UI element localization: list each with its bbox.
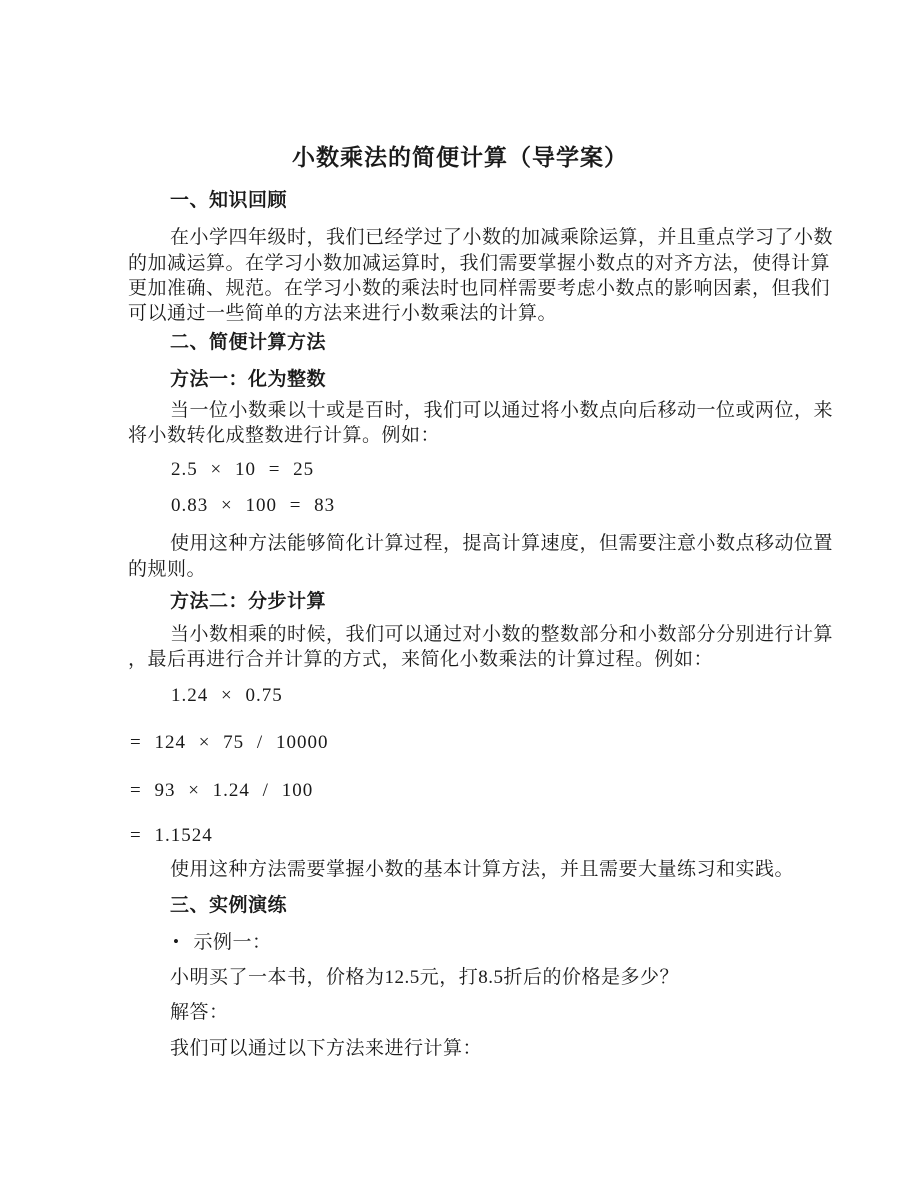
formula-step-2: = 93 × 1.24 / 100	[130, 780, 314, 801]
formula-example-1: 2.5 × 10 = 25	[171, 459, 315, 480]
paragraph-5-line-1: 使用这种方法需要掌握小数的基本计算方法，并且需要大量练习和实践。	[170, 859, 795, 880]
paragraph-2-line-2: 将小数转化成整数进行计算。例如：	[128, 425, 441, 446]
bullet-icon: •	[173, 932, 180, 951]
paragraph-1-line-4: 可以通过一些简单的方法来进行小数乘法的计算。	[128, 303, 558, 324]
paragraph-3-line-1: 使用这种方法能够简化计算过程，提高计算速度，但需要注意小数点移动位置	[170, 533, 834, 554]
formula-example-2: 0.83 × 100 = 83	[171, 495, 336, 516]
example-1-intro: 我们可以通过以下方法来进行计算：	[170, 1038, 483, 1059]
paragraph-1-line-3: 更加准确、规范。在学习小数的乘法时也同样需要考虑小数点的影响因素，但我们	[128, 278, 831, 299]
example-1-question: 小明买了一本书，价格为12.5元，打8.5折后的价格是多少？	[170, 967, 680, 988]
method-2-heading: 方法二：分步计算	[170, 591, 327, 612]
paragraph-4-line-2: ，最后再进行合并计算的方式，来简化小数乘法的计算过程。例如：	[128, 649, 714, 670]
paragraph-1-line-2: 的加减运算。在学习小数加减运算时，我们需要掌握小数点的对齐方法，使得计算	[128, 253, 831, 274]
method-1-heading: 方法一：化为整数	[170, 369, 327, 390]
formula-step-result: = 1.1524	[130, 825, 213, 846]
section-heading-1: 一、知识回顾	[170, 190, 288, 211]
paragraph-1-line-1: 在小学四年级时，我们已经学过了小数的加减乘除运算，并且重点学习了小数	[170, 227, 834, 248]
bullet-example-label: 示例一：	[193, 932, 272, 953]
formula-step-1: = 124 × 75 / 10000	[130, 732, 329, 753]
document-title: 小数乘法的简便计算（导学案）	[292, 145, 628, 170]
bullet-item-example-1	[173, 930, 271, 955]
paragraph-4-line-1: 当小数相乘的时候，我们可以通过对小数的整数部分和小数部分分别进行计算	[170, 624, 834, 645]
example-1-answer-label: 解答：	[170, 1002, 229, 1023]
paragraph-3-line-2: 的规则。	[128, 559, 207, 580]
formula-step-start: 1.24 × 0.75	[171, 685, 283, 706]
section-heading-2: 二、简便计算方法	[170, 332, 327, 353]
paragraph-2-line-1: 当一位小数乘以十或是百时，我们可以通过将小数点向后移动一位或两位，来	[170, 400, 834, 421]
section-heading-3: 三、实例演练	[170, 895, 288, 916]
